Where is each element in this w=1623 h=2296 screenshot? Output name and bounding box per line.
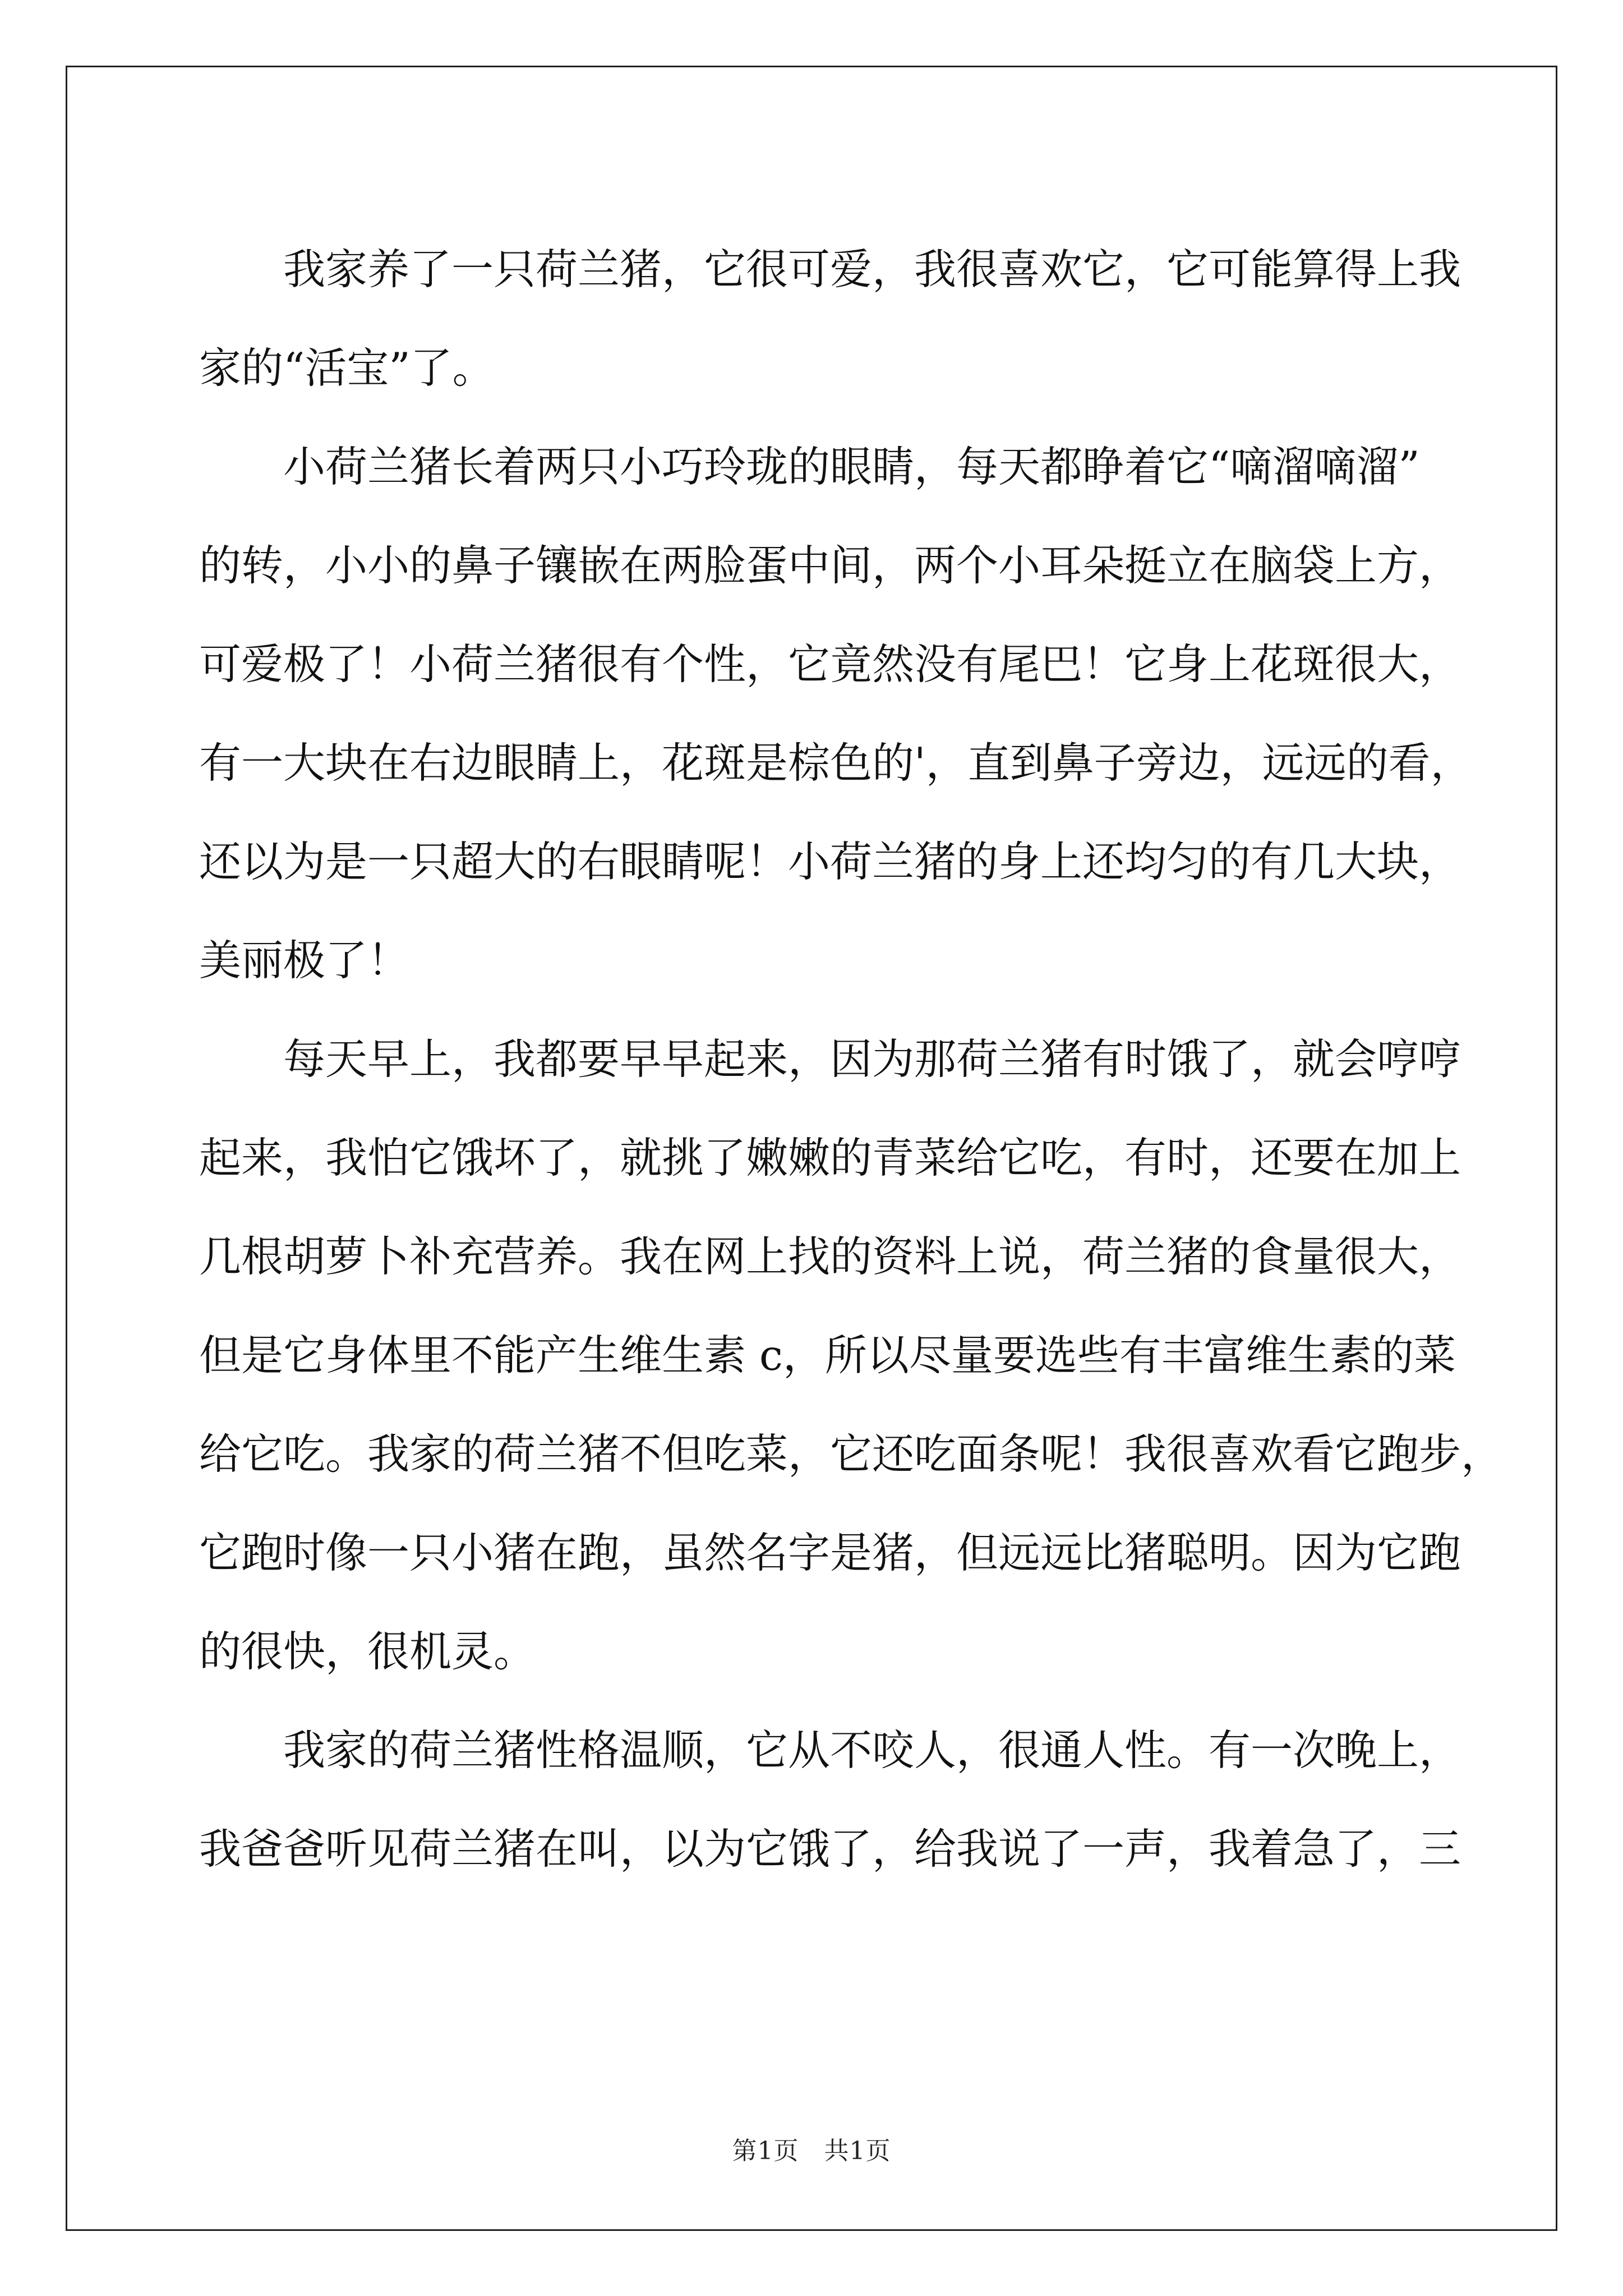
paragraph <box>199 1010 1504 1701</box>
paragraph <box>199 220 1461 417</box>
document-body <box>199 220 1504 1898</box>
text-line: 美丽极了！ <box>199 936 410 985</box>
paragraph <box>199 1701 1461 1898</box>
paragraph <box>199 417 1473 1010</box>
page-number-footer: 第1页 共1页 <box>732 2137 891 2165</box>
text-line: 可爱极了！小荷兰猪很有个性，它竟然没有尾巴！它身上花斑很大， <box>199 639 1461 689</box>
text-line: 有一大块在右边眼睛上，花斑是棕色的'，直到鼻子旁边，远远的看， <box>199 738 1473 788</box>
text-line: 起来，我怕它饿坏了，就挑了嫩嫩的青菜给它吃，有时，还要在加上 <box>199 1133 1461 1182</box>
text-line: 给它吃。我家的荷兰猪不但吃菜，它还吃面条呢！我很喜欢看它跑步， <box>199 1429 1504 1479</box>
text-line: 我家养了一只荷兰猪，它很可爱，我很喜欢它，它可能算得上我 <box>283 245 1461 294</box>
text-line: 每天早上，我都要早早起来，因为那荷兰猪有时饿了，就会哼哼 <box>283 1034 1461 1084</box>
text-line: 的转，小小的鼻子镶嵌在两脸蛋中间，两个小耳朵挺立在脑袋上方， <box>199 541 1461 590</box>
text-line: 还以为是一只超大的右眼睛呢！小荷兰猪的身上还均匀的有几大块， <box>199 837 1461 886</box>
text-line: 家的“活宝”了。 <box>199 343 495 393</box>
text-line: 它跑时像一只小猪在跑，虽然名字是猪，但远远比猪聪明。因为它跑 <box>199 1528 1461 1577</box>
text-line: 我爸爸听见荷兰猪在叫，以为它饿了，给我说了一声，我着急了，三 <box>199 1824 1461 1874</box>
text-line: 几根胡萝卜补充营养。我在网上找的资料上说，荷兰猪的食量很大， <box>199 1232 1461 1281</box>
text-line: 但是它身体里不能产生维生素 c，所以尽量要选些有丰富维生素的菜 <box>199 1331 1456 1380</box>
text-line: 小荷兰猪长着两只小巧玲珑的眼睛，每天都睁着它“嘀溜嘀溜” <box>283 442 1420 491</box>
text-line: 的很快，很机灵。 <box>199 1627 536 1676</box>
text-line: 我家的荷兰猪性格温顺，它从不咬人，很通人性。有一次晚上， <box>283 1726 1461 1775</box>
